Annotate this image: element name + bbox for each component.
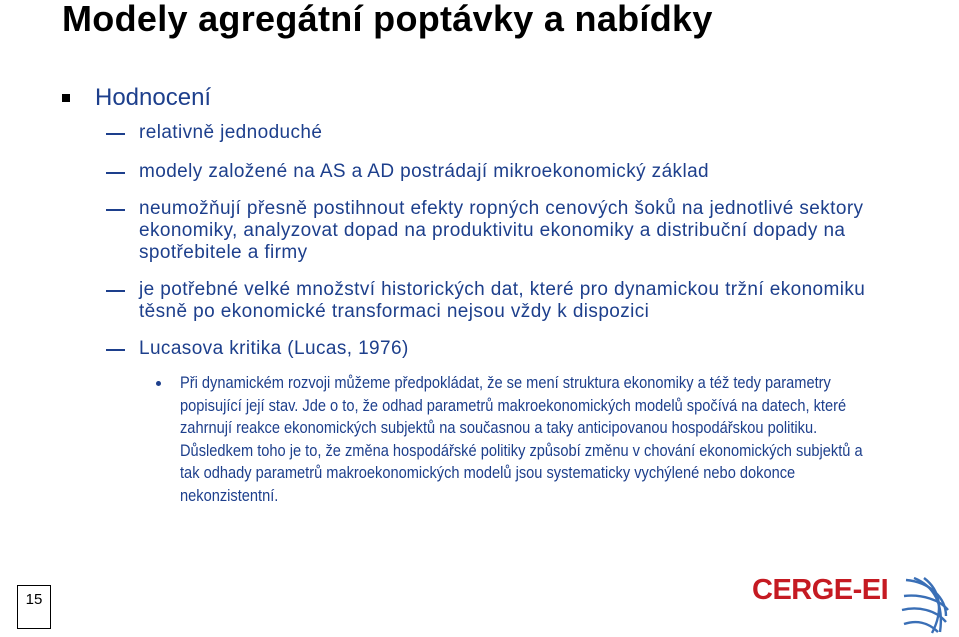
dash-bullet-icon bbox=[106, 172, 125, 174]
globe-icon bbox=[900, 576, 952, 634]
page-number: 15 bbox=[17, 585, 51, 629]
list-item-text: neumožňují přesně postihnout efekty ropných cenových šoků na jednotlivé sektory ekonomiky, analyzovat dopad na produktivitu ekonomiky a distribuční dopady na spotřebitele a firmy bbox=[139, 198, 864, 263]
list-item-text: Lucasova kritika (Lucas, 1976) bbox=[139, 338, 409, 359]
square-bullet-icon bbox=[62, 94, 70, 102]
dash-bullet-icon bbox=[106, 209, 125, 211]
slide-title: Modely agregátní poptávky a nabídky bbox=[62, 0, 713, 39]
dash-bullet-icon bbox=[106, 290, 125, 292]
list-item bbox=[106, 161, 709, 183]
list-item-text: relativně jednoduché bbox=[139, 122, 323, 143]
list-item bbox=[106, 279, 879, 323]
main-bullet-label: Hodnocení bbox=[95, 84, 212, 111]
list-item-text: je potřebné velké množství historických dat, které pro dynamickou tržní ekonomiku těsně po ekonomické transformaci nejsou vždy k dispozici bbox=[139, 279, 866, 322]
logo-text: CERGE-EI bbox=[752, 574, 889, 606]
list-item-text: modely založené na AS a AD postrádají mikroekonomický základ bbox=[139, 161, 709, 182]
list-item bbox=[106, 122, 322, 144]
sub-bullet bbox=[156, 372, 880, 507]
list-item bbox=[106, 198, 879, 264]
sub-bullet-text: Při dynamickém rozvoji můžeme předpokládat, že se mení struktura ekonomiky a též tedy parametry popisující její stav. Jde o to, že odhad parametrů makroekonomických modelů spočívá na datech, které zahrnují reakce ekonomických subjektů na současnou a taky anticipovanou hospodářskou politiku. Důsledkem toho je to, že změna hospodářské politiky způsobí změnu v chování ekonomických subjektů a tak odhady parametrů makroekonomických modelů jsou systematicky vychýlené nebo dokonce nekonzistentní. bbox=[180, 373, 863, 505]
list-item bbox=[106, 338, 409, 360]
dash-bullet-icon bbox=[106, 133, 125, 135]
main-bullet bbox=[62, 84, 211, 112]
dot-bullet-icon bbox=[156, 381, 161, 386]
dash-bullet-icon bbox=[106, 349, 125, 351]
cerge-ei-logo bbox=[752, 574, 952, 634]
